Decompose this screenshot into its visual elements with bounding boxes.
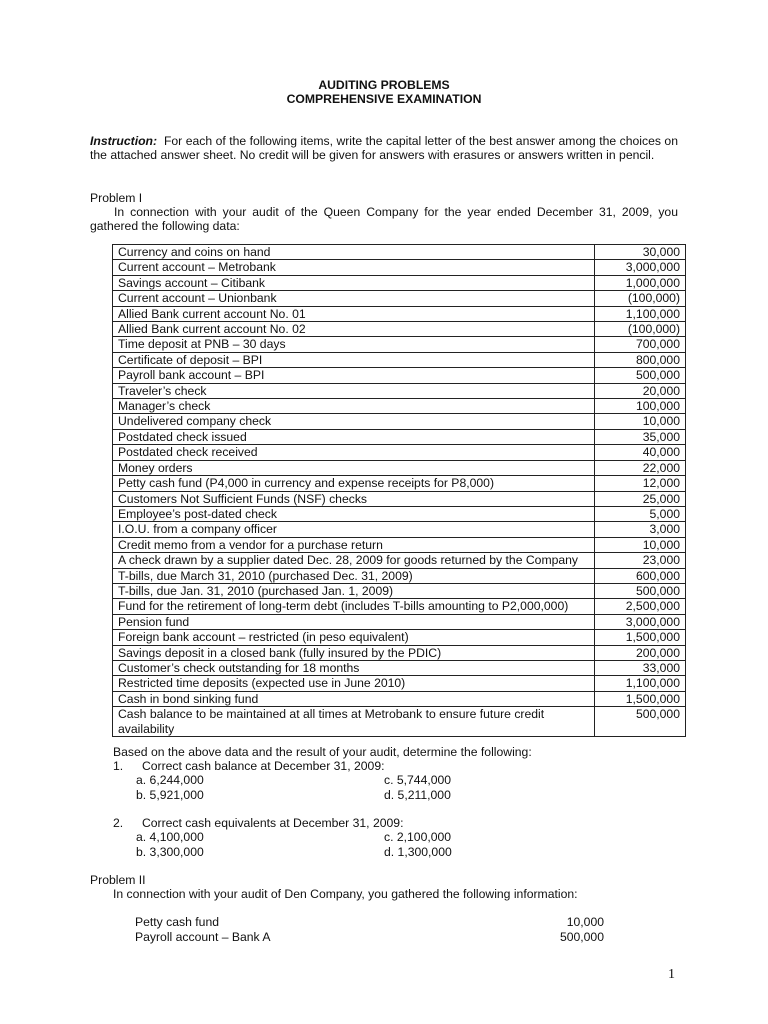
problem-2-amount: 500,000 <box>559 930 604 944</box>
problem-2-item: Payroll account – Bank A <box>135 930 271 944</box>
question-2-option-a: a. 4,100,000 <box>136 830 204 844</box>
table-row <box>113 429 686 444</box>
table-row <box>113 599 686 614</box>
table-row <box>113 383 686 398</box>
table-row <box>113 260 686 275</box>
table-cell-item: Credit memo from a vendor for a purchase return <box>113 537 595 552</box>
table-cell-amount: 5,000 <box>595 506 686 521</box>
problem-1-data-table <box>112 244 686 737</box>
table-cell-amount: 22,000 <box>595 460 686 475</box>
table-cell-amount: 1,000,000 <box>595 275 686 290</box>
table-cell-item: Current account – Metrobank <box>113 260 595 275</box>
question-2 <box>113 816 403 830</box>
question-2-option-c: c. 2,100,000 <box>384 830 452 844</box>
table-cell-item: Allied Bank current account No. 02 <box>113 322 595 337</box>
question-1-option-a: a. 6,244,000 <box>136 773 204 787</box>
table-cell-amount: 1,100,000 <box>595 306 686 321</box>
table-cell-amount: 35,000 <box>595 429 686 444</box>
table-row <box>113 245 686 260</box>
table-cell-amount: 12,000 <box>595 476 686 491</box>
table-row <box>113 337 686 352</box>
table-cell-amount: 25,000 <box>595 491 686 506</box>
table-cell-amount: 500,000 <box>595 707 686 737</box>
table-cell-amount: 3,000,000 <box>595 260 686 275</box>
instruction-label: Instruction: <box>90 134 158 148</box>
table-cell-amount: 100,000 <box>595 399 686 414</box>
question-1 <box>113 759 384 773</box>
table-cell-item: Cash in bond sinking fund <box>113 691 595 706</box>
table-cell-item: Current account – Unionbank <box>113 291 595 306</box>
table-cell-amount: 1,500,000 <box>595 691 686 706</box>
table-cell-item: Employee’s post-dated check <box>113 506 595 521</box>
table-cell-amount: (100,000) <box>595 322 686 337</box>
question-1-option-d: d. 5,211,000 <box>384 788 451 802</box>
table-cell-item: I.O.U. from a company officer <box>113 522 595 537</box>
table-cell-amount: (100,000) <box>595 291 686 306</box>
problem-1-lead: Based on the above data and the result of your audit, determine the following: <box>113 745 532 759</box>
table-cell-item: Petty cash fund (P4,000 in currency and expense receipts for P8,000) <box>113 476 595 491</box>
table-cell-item: Manager’s check <box>113 399 595 414</box>
table-cell-item: T-bills, due March 31, 2010 (purchased Dec. 31, 2009) <box>113 568 595 583</box>
table-cell-item: Cash balance to be maintained at all times at Metrobank to ensure future credit availability <box>113 707 595 737</box>
table-row <box>113 691 686 706</box>
table-cell-item: Currency and coins on hand <box>113 245 595 260</box>
table-cell-item: Savings deposit in a closed bank (fully insured by the PDIC) <box>113 645 595 660</box>
table-row <box>113 707 686 737</box>
table-cell-amount: 20,000 <box>595 383 686 398</box>
table-cell-amount: 1,500,000 <box>595 630 686 645</box>
table-row <box>113 445 686 460</box>
table-cell-amount: 33,000 <box>595 660 686 675</box>
table-cell-item: Allied Bank current account No. 01 <box>113 306 595 321</box>
table-cell-amount: 200,000 <box>595 645 686 660</box>
question-1-text: Correct cash balance at December 31, 2009: <box>141 759 385 773</box>
table-cell-amount: 600,000 <box>595 568 686 583</box>
table-cell-item: Postdated check received <box>113 445 595 460</box>
table-cell-amount: 800,000 <box>595 352 686 367</box>
table-cell-item: A check drawn by a supplier dated Dec. 28, 2009 for goods returned by the Company <box>113 553 595 568</box>
table-cell-amount: 10,000 <box>595 414 686 429</box>
question-2-option-b: b. 3,300,000 <box>136 845 204 859</box>
table-cell-item: Customer’s check outstanding for 18 months <box>113 660 595 675</box>
problem-1-heading: Problem I <box>90 191 143 205</box>
table-cell-item: Customers Not Sufficient Funds (NSF) checks <box>113 491 595 506</box>
table-row <box>113 414 686 429</box>
question-1-number: 1. <box>113 759 124 773</box>
table-row <box>113 676 686 691</box>
table-cell-amount: 1,100,000 <box>595 676 686 691</box>
table-row <box>113 645 686 660</box>
table-cell-item: T-bills, due Jan. 31, 2010 (purchased Jan. 1, 2009) <box>113 583 595 598</box>
question-2-number: 2. <box>113 816 124 830</box>
table-row <box>113 322 686 337</box>
table-cell-item: Fund for the retirement of long-term debt (includes T-bills amounting to P2,000,000) <box>113 599 595 614</box>
table-cell-item: Savings account – Citibank <box>113 275 595 290</box>
table-cell-item: Restricted time deposits (expected use in June 2010) <box>113 676 595 691</box>
table-cell-amount: 3,000 <box>595 522 686 537</box>
table-row <box>113 491 686 506</box>
table-row <box>113 460 686 475</box>
table-row <box>113 506 686 521</box>
table-row <box>113 537 686 552</box>
table-cell-amount: 700,000 <box>595 337 686 352</box>
problem-2-item: Petty cash fund <box>135 915 220 929</box>
table-cell-item: Time deposit at PNB – 30 days <box>113 337 595 352</box>
table-cell-amount: 40,000 <box>595 445 686 460</box>
table-cell-amount: 500,000 <box>595 368 686 383</box>
table-cell-amount: 500,000 <box>595 583 686 598</box>
question-2-text: Correct cash equivalents at December 31, 2009: <box>141 816 404 830</box>
problem-2-amount: 10,000 <box>566 915 604 929</box>
table-row <box>113 476 686 491</box>
problem-1-intro: In connection with your audit of the Queen Company for the year ended December 31, 2009, you gathered the following data: <box>90 205 678 234</box>
table-row <box>113 368 686 383</box>
table-row <box>113 630 686 645</box>
table-cell-item: Payroll bank account – BPI <box>113 368 595 383</box>
instruction-paragraph <box>90 134 678 163</box>
question-2-option-d: d. 1,300,000 <box>384 845 452 859</box>
table-row <box>113 568 686 583</box>
table-row <box>113 583 686 598</box>
table-cell-item: Money orders <box>113 460 595 475</box>
table-cell-amount: 30,000 <box>595 245 686 260</box>
question-1-option-c: c. 5,744,000 <box>384 773 452 787</box>
table-cell-amount: 2,500,000 <box>595 599 686 614</box>
table-cell-item: Certificate of deposit – BPI <box>113 352 595 367</box>
page-number: 1 <box>668 967 675 982</box>
table-cell-amount: 10,000 <box>595 537 686 552</box>
table-cell-item: Foreign bank account – restricted (in peso equivalent) <box>113 630 595 645</box>
document-subtitle: COMPREHENSIVE EXAMINATION <box>286 92 482 106</box>
table-row <box>113 522 686 537</box>
question-1-option-b: b. 5,921,000 <box>136 788 204 802</box>
table-row <box>113 306 686 321</box>
table-cell-amount: 3,000,000 <box>595 614 686 629</box>
problem-2-intro: In connection with your audit of Den Company, you gathered the following information: <box>113 887 578 901</box>
instruction-text: For each of the following items, write the capital letter of the best answer among the choices on the attached answer sheet. No credit will be given for answers with erasures or answers written in pencil. <box>90 134 678 163</box>
table-cell-item: Undelivered company check <box>113 414 595 429</box>
table-cell-item: Pension fund <box>113 614 595 629</box>
table-cell-item: Postdated check issued <box>113 429 595 444</box>
document-title: AUDITING PROBLEMS <box>318 78 450 92</box>
table-cell-item: Traveler’s check <box>113 383 595 398</box>
table-row <box>113 275 686 290</box>
table-cell-amount: 23,000 <box>595 553 686 568</box>
table-row <box>113 614 686 629</box>
table-row <box>113 352 686 367</box>
table-row <box>113 399 686 414</box>
table-row <box>113 553 686 568</box>
problem-2-heading: Problem II <box>90 873 146 887</box>
table-row <box>113 660 686 675</box>
table-row <box>113 291 686 306</box>
